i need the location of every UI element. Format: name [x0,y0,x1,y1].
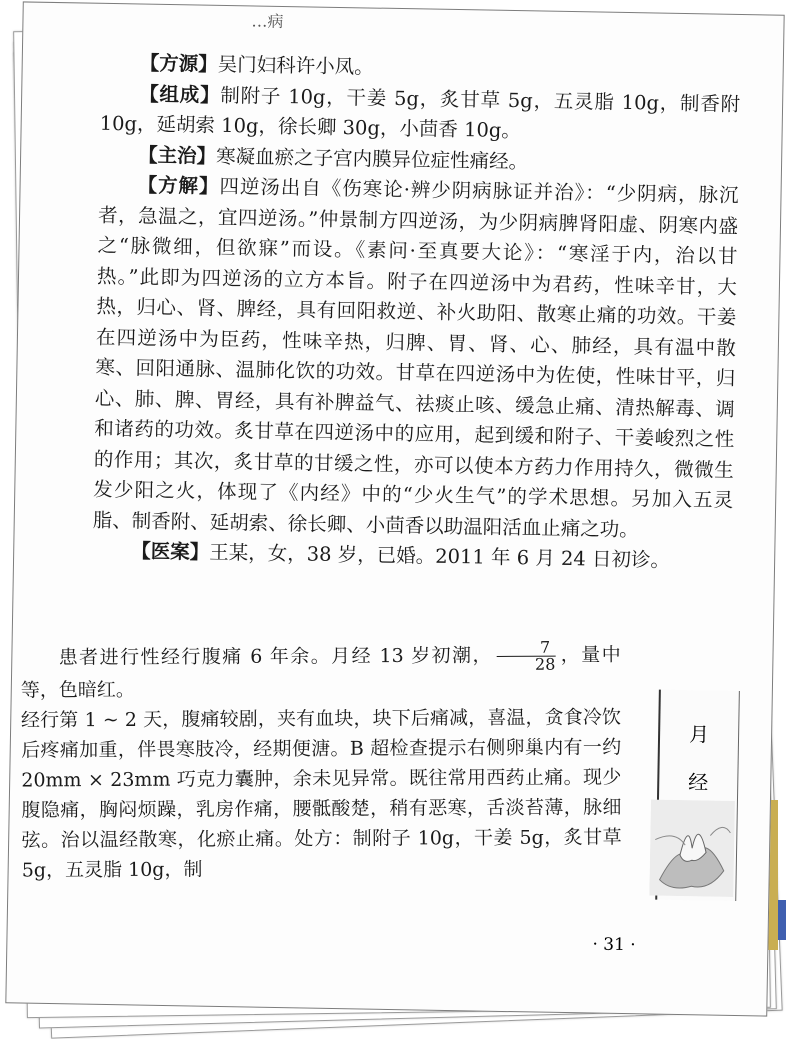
case-body: 经行第 1 ~ 2 天，腹痛较剧，夹有血块，块下后痛减，喜温，贪食冷饮后疼痛加重，伴畏寒肢冷，经期便溏。B 超检查提示右侧卵巢内有一约 20mm × 23mm 巧克力囊肿，余未见异常。既往常用西药止痛。现少腹隐痛，胸闷烦躁，乳房作痛，腰骶酸楚，稍有恶寒，舌淡苔薄，脉细弦。治以温经散寒，化瘀止痛。处方：制附子 10g，干姜 5g，炙甘草 5g，五灵脂 10g，制 [20,706,622,882]
paragraph-fangjie [92,170,738,547]
paragraph-zucheng [99,78,740,150]
fraction-denominator: 28 [534,654,556,674]
text-zucheng: 制附子 10g，干姜 5g，炙甘草 5g，五灵脂 10g，制香附 10g，延胡索 10g，徐长卿 30g，小茴香 10g。 [99,83,741,143]
label-zucheng: 【组成】 [139,81,221,107]
chapter-side-tab [655,690,740,901]
text-fangjie: 四逆汤出自《伤寒论·辨少阴病脉证并治》：“少阴病，脉沉者，急温之，宜四逆汤。”仲景制方四逆汤，为少阴病脾肾阳虚、阴寒内盛之“脉微细，但欲寐”而设。《素问·至真要大论》：“寒淫于内，治以甘热。”此即为四逆汤的立方本旨。附子在四逆汤中为君药，性味辛甘，大热，归心、肾、脾经，具有回阳救逆、补火助阳、散寒止痛的功效。干姜在四逆汤中为臣药，性味辛热，归脾、胃、肾、心、肺经，具有温中散寒、回阳通脉、温肺化饮的功效。甘草在四逆汤中为佐使，性味甘平，归心、肺、脾、胃经，具有补脾益气、祛痰止咳、缓急止痛、清热解毒、调和诸药的功效。炙甘草在四逆汤中的应用，起到缓和附子、干姜峻烈之性的作用；其次，炙甘草的甘缓之性，亦可以使本方药力作用持久，微微生发少阳之火，体现了《内经》中的“少火生气”的学术思想。另加入五灵脂、制香附、延胡索、徐长卿、小茴香以助温阳活血止痛之功。 [92,174,739,541]
label-fangjie: 【方解】 [137,173,220,198]
chapter-char-2: 经 [688,770,709,795]
label-yian: 【医案】 [131,539,210,564]
page-number: · 31 · [592,934,636,956]
case-text [21,639,622,885]
case-line1-before: 患者进行性经行腹痛 6 年余。月经 13 岁初潮， [58,644,494,669]
book-page [5,1,784,1016]
text-yian: 王某，女，38 岁，已婚。2011 年 6 月 24 日初诊。 [209,540,671,572]
lotus-illustration [649,800,735,897]
fraction-numerator: 7 [497,640,555,657]
body-text [92,48,741,578]
header-fragment: …病 [251,11,284,31]
text-fangyuan: 吴门妇科许小凤。 [217,52,374,79]
label-fangyuan: 【方源】 [139,51,218,76]
case-line1 [21,639,621,705]
case-line1-after: ，量中等，色暗红。 [20,643,621,702]
cycle-fraction [497,637,556,674]
text-zhuzhi: 寒凝血瘀之子宫内膜异位症性痛经。 [215,144,529,173]
book-edge-blue [778,900,786,940]
chapter-char-1: 月 [688,722,710,747]
label-zhuzhi: 【主治】 [137,142,217,168]
